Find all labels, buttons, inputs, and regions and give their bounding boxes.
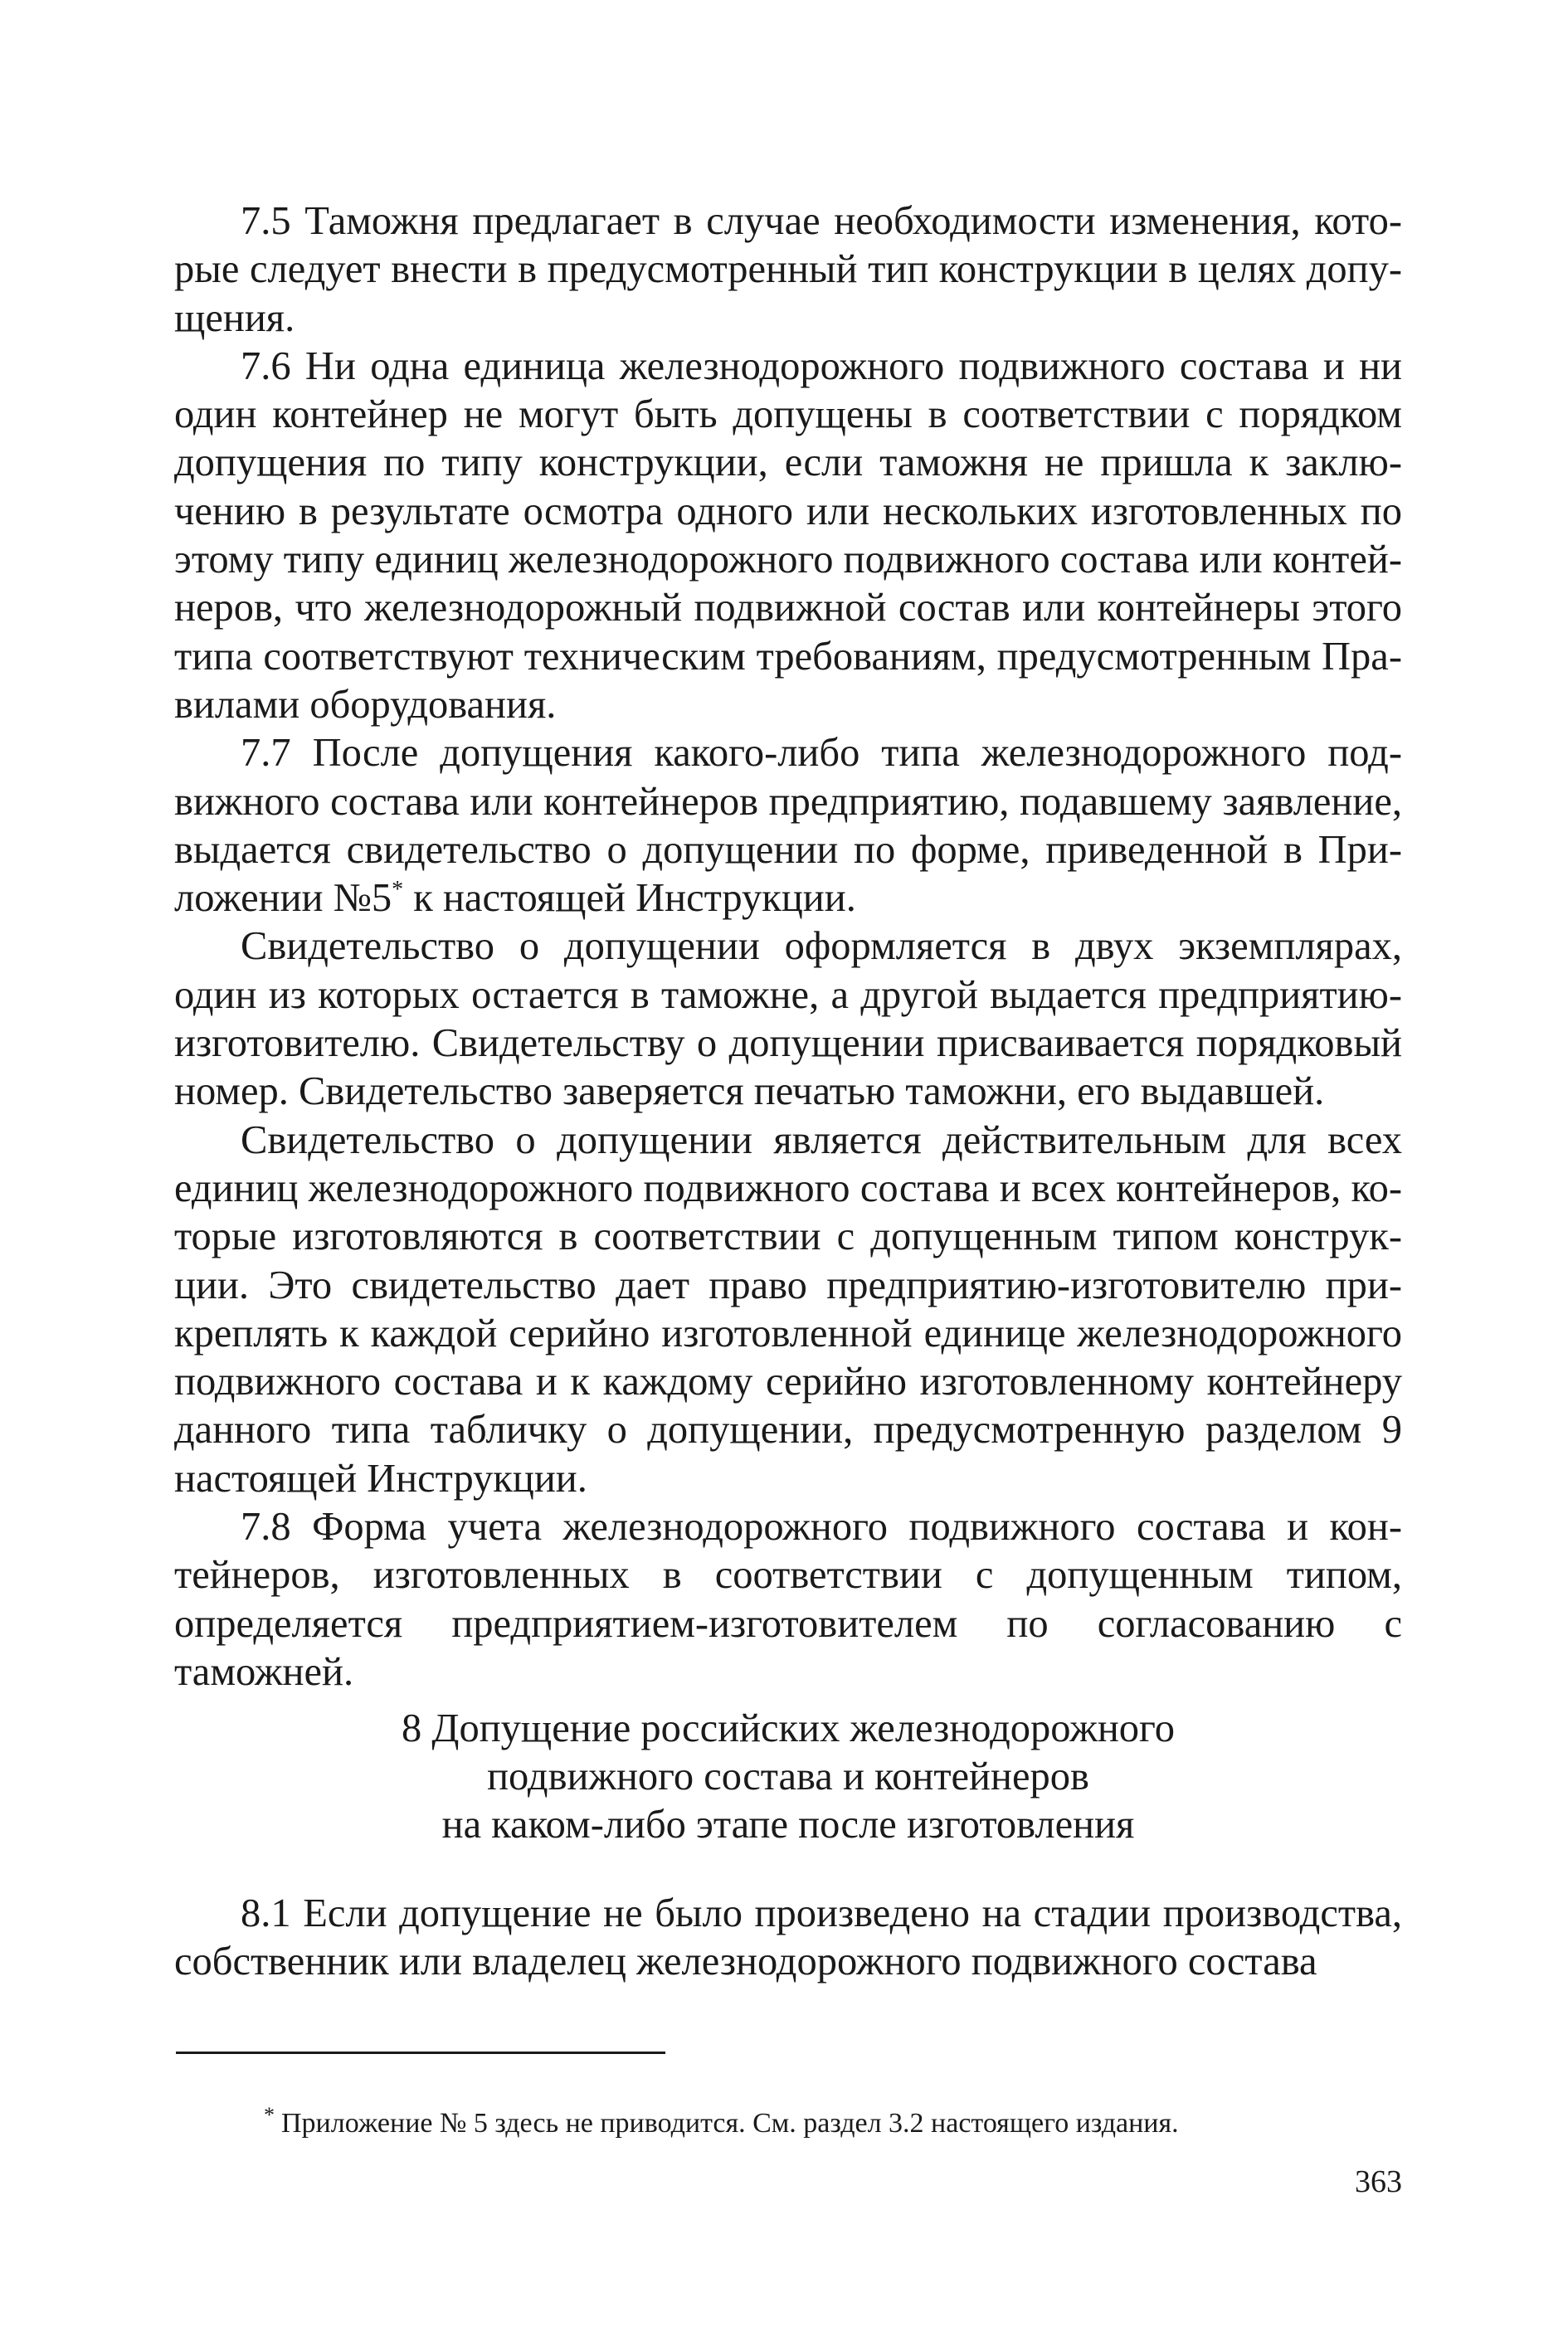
footnote <box>264 2102 1179 2140</box>
heading-line-3: на каком-либо этапе после изготовления <box>441 1803 1135 1847</box>
footnote-separator <box>176 2052 665 2054</box>
paragraph-7-7-text: 7.7 После допущения какого-либо типа железнодорожного подвижного состава или контейнеров предприятию, подавшему заявление, выдается свидетельство о допущении по форме, приведенной в Приложении №5 <box>174 731 1402 921</box>
heading-line-2: подвижного состава и контейнеров <box>487 1755 1089 1799</box>
paragraph-8-1: 8.1 Если допущение не было произведено на стадии производства, собственник или владелец железнодорожного подвижного состава <box>174 1891 1402 1984</box>
heading-line-1: 8 Допущение российских железнодорожного <box>402 1706 1175 1750</box>
main-text <box>174 197 1402 1696</box>
paragraph-certificate-copies: Свидетельство о допущении оформляется в двух экземплярах, один из которых остается в таможне, а другой выдается предприятию-изготовителю. Свидетельству о допущении присваивается порядковый номер. Свидетельство заверяется печатью таможни, его выдавшей. <box>174 924 1402 1114</box>
page-number: 363 <box>1355 2164 1402 2199</box>
paragraph-7-7-tail: к настоящей Инструкции. <box>403 876 856 921</box>
footnote-reference-mark[interactable]: * <box>392 877 404 903</box>
section-8-heading <box>174 1705 1402 1849</box>
footnote-mark: * <box>264 2102 275 2127</box>
paragraph-7-6: 7.6 Ни одна единица железнодорожного подвижного состава и ни один контейнер не могут быть допущены в соответствии с порядком допущения по типу конструкции, если таможня не пришла к заключению в результате осмотра одного или нескольких изготовленных по этому типу единиц железнодорожного подвижного состава или контейнеров, что железнодорожный подвижной состав или контейнеры этого типа соответствуют техническим требованиям, предусмотренным Правилами оборудования. <box>174 343 1402 727</box>
paragraph-certificate-validity: Свидетельство о допущении является действительным для всех единиц железнодорожного подвижного состава и всех контейнеров, которые изготовляются в соответствии с допущенным типом конструкции. Это свидетельство дает право предприятию-изготовителю прикреплять к каждой серийно изготовленной единице железнодорожного подвижного состава и к каждому серийно изготовленному контейнеру данного типа табличку о допущении, предусмотренную разделом 9 настоящей Инструкции. <box>174 1117 1402 1501</box>
paragraph-7-7 <box>174 729 1402 922</box>
paragraph-7-5: 7.5 Таможня предлагает в случае необходимости изменения, которые следует внести в предусмотренный тип конструкции в целях допущения. <box>174 199 1402 340</box>
paragraph-7-8: 7.8 Форма учета железнодорожного подвижного состава и контейнеров, изготовленных в соответствии с допущенным типом, определяется предприятием-изготовителем по согласованию с таможней. <box>174 1505 1402 1694</box>
footnote-text: Приложение № 5 здесь не приводится. См. раздел 3.2 настоящего издания. <box>281 2108 1179 2139</box>
